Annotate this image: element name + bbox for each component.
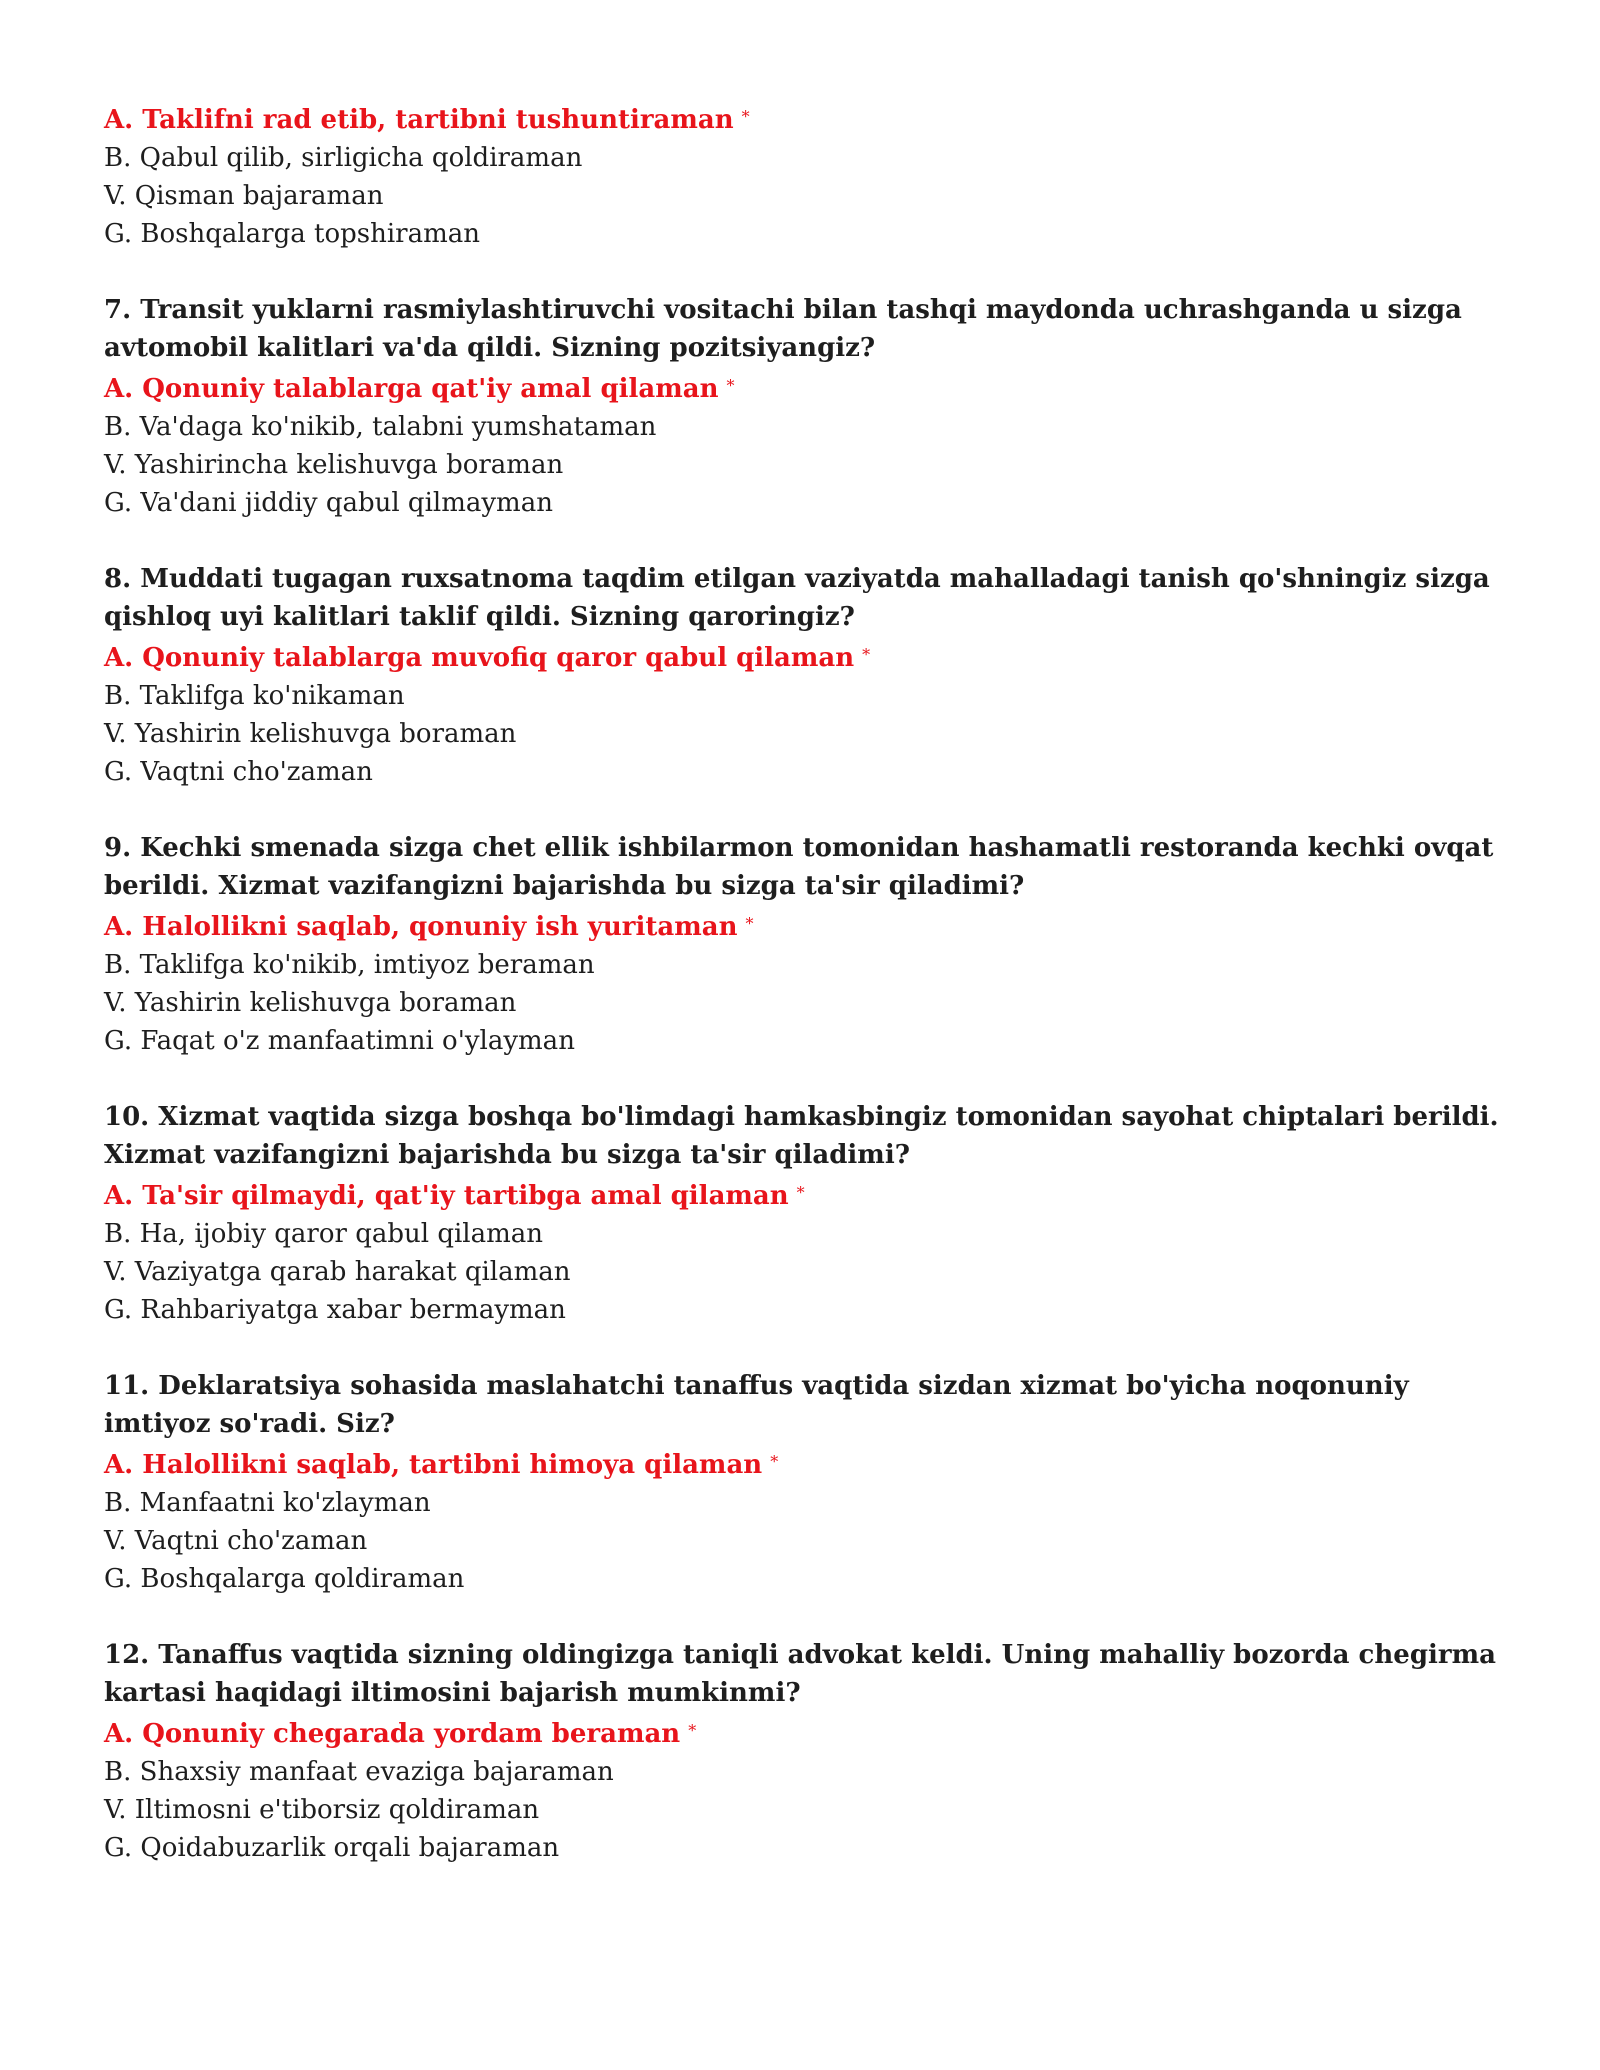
- correct-marker: *: [796, 1183, 805, 1202]
- answer-option-correct: A. Halollikni saqlab, tartibni himoya qilaman *: [104, 1450, 779, 1480]
- correct-marker: *: [862, 645, 871, 664]
- answer-option: G. Va'dani jiddiy qabul qilmayman: [104, 488, 553, 518]
- answer-option: V. Iltimosni e'tiborsiz qoldiraman: [104, 1795, 540, 1825]
- answer-option: G. Rahbariyatga xabar bermayman: [104, 1295, 566, 1325]
- answer-option: G. Boshqalarga topshiraman: [104, 219, 480, 249]
- answer-option-correct: A. Ta'sir qilmaydi, qat'iy tartibga amal qilaman *: [104, 1181, 805, 1211]
- answer-option: B. Taklifga ko'nikib, imtiyoz beraman: [104, 950, 595, 980]
- answer-option: V. Vaziyatga qarab harakat qilaman: [104, 1257, 571, 1287]
- question-text: 12. Tanaffus vaqtida sizning oldingizga taniqli advokat keldi. Uning mahalliy bozorda chegirma kartasi haqidagi iltimosini bajarish mumkinmi?: [104, 1640, 1496, 1708]
- answer-option: B. Taklifga ko'nikaman: [104, 681, 405, 711]
- question-block-6: [104, 98, 1504, 253]
- question-block-9: [104, 829, 1504, 1060]
- correct-marker: *: [688, 1721, 697, 1740]
- answer-option: V. Yashirin kelishuvga boraman: [104, 988, 517, 1018]
- question-text: 9. Kechki smenada sizga chet ellik ishbilarmon tomonidan hashamatli restoranda kechki ovqat berildi. Xizmat vazifangizni bajarishda bu sizga ta'sir qiladimi?: [104, 833, 1494, 901]
- answer-option: V. Vaqtni cho'zaman: [104, 1526, 368, 1556]
- correct-marker: *: [745, 914, 754, 933]
- answer-option: G. Vaqtni cho'zaman: [104, 757, 373, 787]
- question-block-7: [104, 291, 1504, 522]
- question-text: 8. Muddati tugagan ruxsatnoma taqdim etilgan vaziyatda mahalladagi tanish qo'shningiz sizga qishloq uyi kalitlari taklif qildi. Sizning qaroringiz?: [104, 564, 1490, 632]
- answer-option: V. Qisman bajaraman: [104, 181, 384, 211]
- document-page: [104, 98, 1504, 1867]
- answer-option: B. Manfaatni ko'zlayman: [104, 1488, 431, 1518]
- question-block-10: [104, 1098, 1504, 1329]
- answer-option-correct: A. Qonuniy talablarga muvofiq qaror qabul qilaman *: [104, 643, 871, 673]
- question-text: 11. Deklaratsiya sohasida maslahatchi tanaffus vaqtida sizdan xizmat bo'yicha noqonuniy imtiyoz so'radi. Siz?: [104, 1371, 1409, 1439]
- answer-option-correct: A. Qonuniy talablarga qat'iy amal qilaman *: [104, 374, 735, 404]
- correct-marker: *: [770, 1452, 779, 1471]
- answer-option-correct: A. Taklifni rad etib, tartibni tushuntiraman *: [104, 105, 750, 135]
- answer-option: V. Yashirin kelishuvga boraman: [104, 719, 517, 749]
- answer-option: B. Qabul qilib, sirligicha qoldiraman: [104, 143, 583, 173]
- correct-marker: *: [726, 376, 735, 395]
- question-text: 7. Transit yuklarni rasmiylashtiruvchi vositachi bilan tashqi maydonda uchrashganda u sizga avtomobil kalitlari va'da qildi. Sizning pozitsiyangiz?: [104, 295, 1462, 363]
- answer-option: B. Shaxsiy manfaat evaziga bajaraman: [104, 1757, 614, 1787]
- question-block-12: [104, 1636, 1504, 1867]
- answer-option: V. Yashirincha kelishuvga boraman: [104, 450, 564, 480]
- question-block-11: [104, 1367, 1504, 1598]
- answer-option: G. Qoidabuzarlik orqali bajaraman: [104, 1833, 560, 1863]
- question-block-8: [104, 560, 1504, 791]
- question-text: 10. Xizmat vaqtida sizga boshqa bo'limdagi hamkasbingiz tomonidan sayohat chiptalari berildi. Xizmat vazifangizni bajarishda bu sizga ta'sir qiladimi?: [104, 1102, 1499, 1170]
- answer-option: B. Ha, ijobiy qaror qabul qilaman: [104, 1219, 543, 1249]
- answer-option-correct: A. Qonuniy chegarada yordam beraman *: [104, 1719, 697, 1749]
- answer-option: G. Boshqalarga qoldiraman: [104, 1564, 465, 1594]
- answer-option: B. Va'daga ko'nikib, talabni yumshataman: [104, 412, 657, 442]
- answer-option-correct: A. Halollikni saqlab, qonuniy ish yuritaman *: [104, 912, 754, 942]
- answer-option: G. Faqat o'z manfaatimni o'ylayman: [104, 1026, 575, 1056]
- correct-marker: *: [741, 107, 750, 126]
